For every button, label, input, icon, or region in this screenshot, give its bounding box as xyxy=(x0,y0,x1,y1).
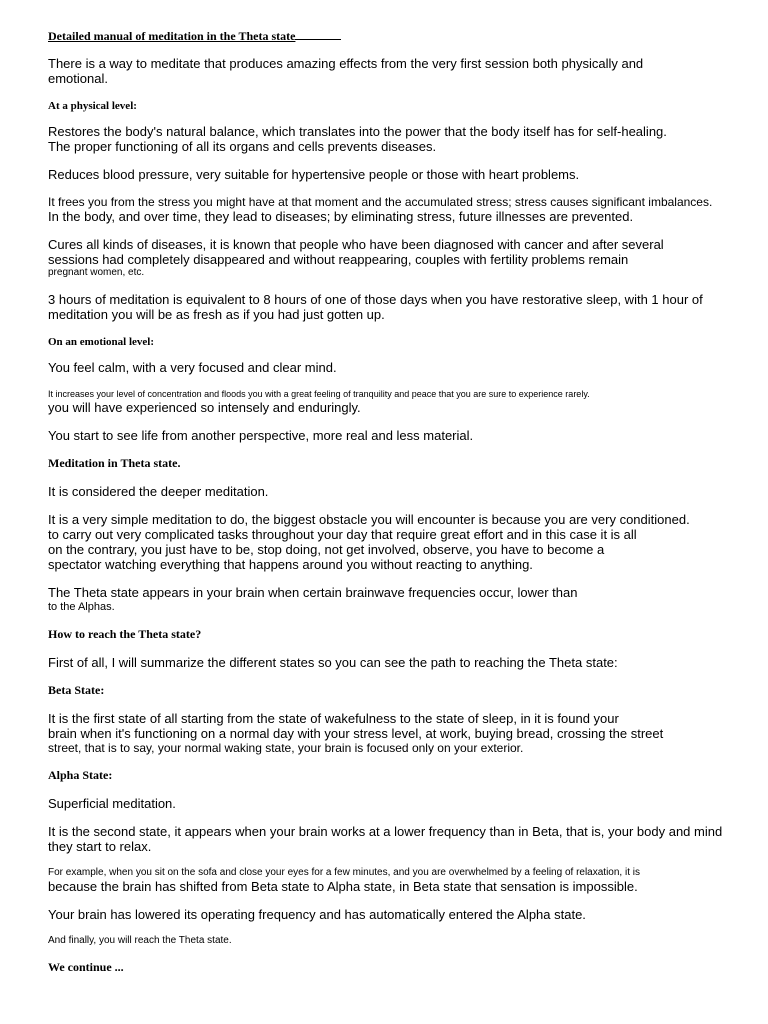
alpha-paragraph xyxy=(48,907,738,922)
paragraph-line: pregnant women, etc. xyxy=(48,267,145,278)
alpha-paragraph xyxy=(48,796,738,811)
paragraph-line: For example, when you sit on the sofa and close your eyes for a few minutes, and you are overwhelmed by a feeling of relaxation, it is xyxy=(48,867,640,878)
alpha-paragraph xyxy=(48,867,738,894)
paragraph-line: The Theta state appears in your brain when certain brainwave frequencies occur, lower than xyxy=(48,585,578,600)
theta-heading: Meditation in Theta state. xyxy=(48,456,181,470)
alpha-paragraph xyxy=(48,935,738,947)
theta-paragraph xyxy=(48,512,738,572)
beta-paragraph xyxy=(48,711,738,755)
paragraph-line: Cures all kinds of diseases, it is known that people who have been diagnosed with cancer and after several xyxy=(48,237,664,252)
paragraph-line: brain when it's functioning on a normal day with your stress level, at work, buying bread, crossing the street xyxy=(48,726,664,741)
emotional-paragraph xyxy=(48,388,738,415)
document-page xyxy=(48,28,738,988)
title-underline-rule xyxy=(295,28,341,40)
paragraph-line: It is the first state of all starting from the state of wakefulness to the state of sleep, in it is found your xyxy=(48,711,619,726)
paragraph-line: 3 hours of meditation is equivalent to 8 hours of one of those days when you have restorative sleep, with 1 hour of xyxy=(48,292,703,307)
paragraph-line: You feel calm, with a very focused and clear mind. xyxy=(48,360,337,375)
paragraph-line: sessions had completely disappeared and without reappearing, couples with fertility problems remain xyxy=(48,252,629,267)
emotional-heading: On an emotional level: xyxy=(48,336,155,348)
paragraph-line: to carry out very complicated tasks throughout your day that require great effort and in this case it is all xyxy=(48,527,637,542)
paragraph-line: Your brain has lowered its operating frequency and has automatically entered the Alpha state. xyxy=(48,907,586,922)
paragraph-line: The proper functioning of all its organs and cells prevents diseases. xyxy=(48,139,437,154)
paragraph-line: It is considered the deeper meditation. xyxy=(48,484,269,499)
paragraph-line: It frees you from the stress you might have at that moment and the accumulated stress; stress causes significant imbalances. xyxy=(48,195,713,209)
physical-paragraph xyxy=(48,167,738,182)
alpha-heading: Alpha State: xyxy=(48,768,113,782)
theta-paragraph xyxy=(48,484,738,499)
physical-paragraph xyxy=(48,124,738,154)
paragraph-line: And finally, you will reach the Theta state. xyxy=(48,935,232,946)
paragraph-line: they start to relax. xyxy=(48,839,152,854)
alpha-paragraph xyxy=(48,824,738,854)
paragraph-line: You start to see life from another perspective, more real and less material. xyxy=(48,428,474,443)
paragraph-line: It is a very simple meditation to do, the biggest obstacle you will encounter is because you are very conditioned. xyxy=(48,512,690,527)
paragraph-line: It is the second state, it appears when your brain works at a lower frequency than in Beta, that is, your body and mind xyxy=(48,824,723,839)
paragraph-line: because the brain has shifted from Beta state to Alpha state, in Beta state that sensation is impossible. xyxy=(48,879,638,894)
document-title xyxy=(48,28,738,43)
reach-paragraph xyxy=(48,655,738,670)
title-text: Detailed manual of meditation in the Theta state xyxy=(48,29,296,43)
reach-heading: How to reach the Theta state? xyxy=(48,627,202,641)
physical-heading: At a physical level: xyxy=(48,100,137,112)
paragraph-line: meditation you will be as fresh as if you had just gotten up. xyxy=(48,307,385,322)
paragraph-line: It increases your level of concentration and floods you with a great feeling of tranquility and peace that you are sure to experience rarely. xyxy=(48,389,590,399)
paragraph-line: First of all, I will summarize the different states so you can see the path to reaching the Theta state: xyxy=(48,655,618,670)
paragraph-line: Superficial meditation. xyxy=(48,796,176,811)
paragraph-line: street, that is to say, your normal waking state, your brain is focused only on your exterior. xyxy=(48,741,524,755)
physical-paragraph xyxy=(48,237,738,279)
paragraph-line: to the Alphas. xyxy=(48,601,115,613)
emotional-paragraph xyxy=(48,360,738,375)
theta-paragraph xyxy=(48,585,738,614)
intro-line: There is a way to meditate that produces amazing effects from the very first session both physically and xyxy=(48,56,644,71)
intro-paragraph xyxy=(48,56,738,86)
paragraph-line: spectator watching everything that happens around you without reacting to anything. xyxy=(48,557,533,572)
paragraph-line: on the contrary, you just have to be, stop doing, not get involved, observe, you have to become a xyxy=(48,542,605,557)
paragraph-line: you will have experienced so intensely and enduringly. xyxy=(48,400,361,415)
intro-line: emotional. xyxy=(48,71,108,86)
paragraph-line: In the body, and over time, they lead to diseases; by eliminating stress, future illnesses are prevented. xyxy=(48,209,634,224)
paragraph-line: Reduces blood pressure, very suitable for hypertensive people or those with heart problems. xyxy=(48,167,580,182)
physical-paragraph xyxy=(48,292,738,322)
physical-paragraph xyxy=(48,195,738,224)
emotional-paragraph xyxy=(48,428,738,443)
beta-heading: Beta State: xyxy=(48,683,105,697)
paragraph-line: Restores the body's natural balance, which translates into the power that the body itself has for self-healing. xyxy=(48,124,667,139)
continue-text: We continue ... xyxy=(48,960,124,974)
